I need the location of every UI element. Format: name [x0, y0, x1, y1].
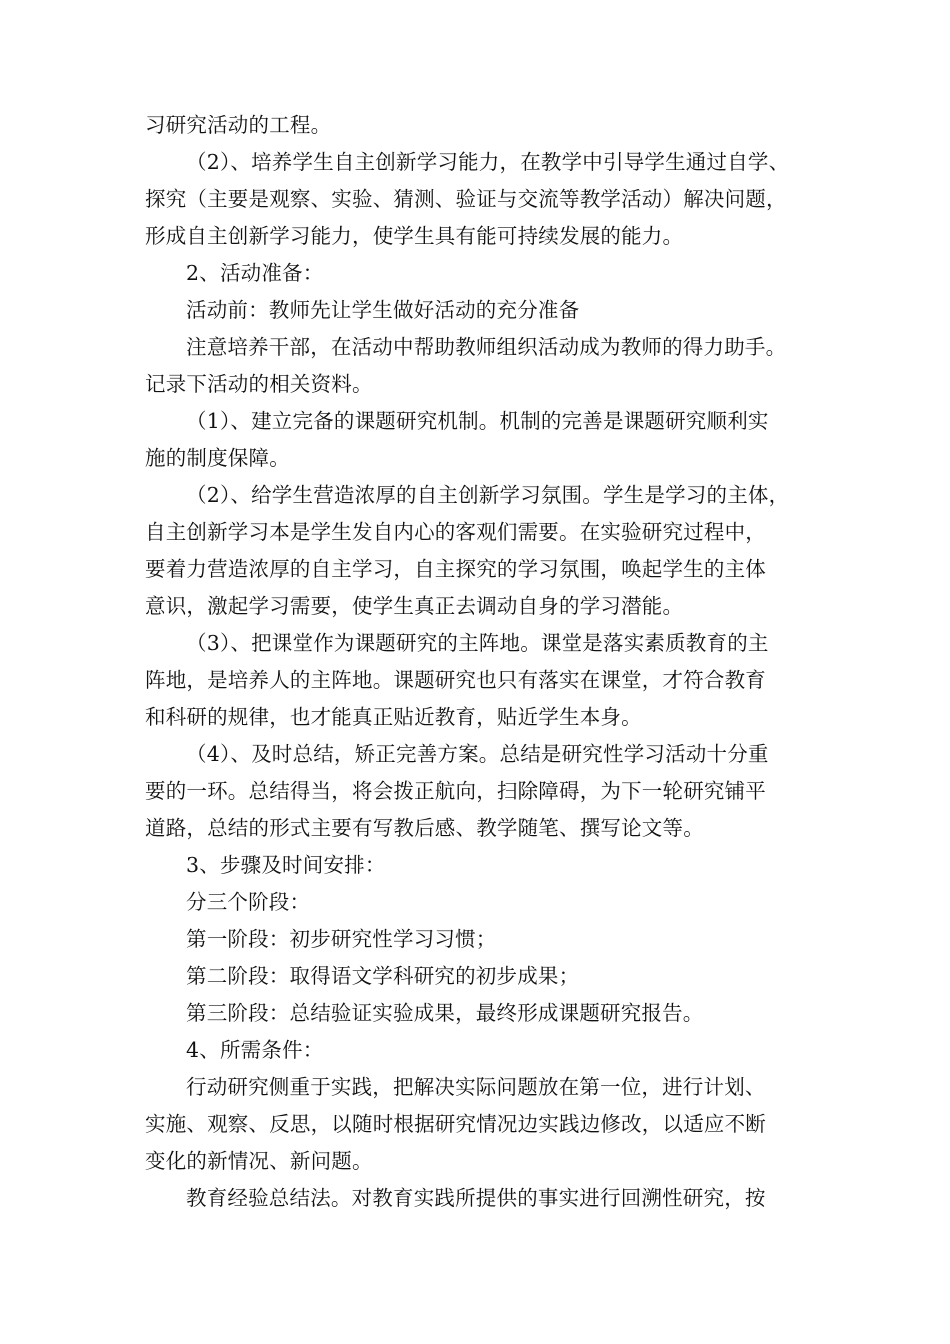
- paragraph: [145, 1180, 815, 1217]
- paragraph: [145, 736, 815, 847]
- text-line: 习研究活动的工程。: [145, 113, 332, 137]
- text-line: （1）、建立完备的课题研究机制。机制的完善是课题研究顺利实: [186, 409, 769, 433]
- text-line: （2）、培养学生自主创新学习能力，在教学中引导学生通过自学、: [186, 150, 790, 174]
- text-line: （4）、及时总结，矫正完善方案。总结是研究性学习活动十分重: [186, 742, 769, 766]
- paragraph: [145, 884, 815, 921]
- text-line: 第三阶段：总结验证实验成果，最终形成课题研究报告。: [186, 1001, 704, 1025]
- paragraph: [145, 958, 815, 995]
- text-line: 行动研究侧重于实践，把解决实际问题放在第一位，进行计划、: [186, 1075, 766, 1099]
- paragraph: [145, 625, 815, 736]
- text-line: 道路，总结的形式主要有写教后感、教学随笔、撰写论文等。: [145, 816, 704, 840]
- paragraph: [145, 921, 815, 958]
- paragraph: [145, 255, 815, 292]
- paragraph: [145, 403, 815, 477]
- text-line: （3）、把课堂作为课题研究的主阵地。课堂是落实素质教育的主: [186, 631, 769, 655]
- text-line: 意识，激起学习需要，使学生真正去调动自身的学习潜能。: [145, 594, 684, 618]
- paragraph: [145, 144, 815, 255]
- text-line: 3、步骤及时间安排：: [186, 853, 386, 877]
- text-line: 施的制度保障。: [145, 446, 290, 470]
- paragraph: [145, 1069, 815, 1180]
- paragraph: [145, 847, 815, 884]
- text-line: 4、所需条件：: [186, 1038, 324, 1062]
- text-line: 第一阶段：初步研究性学习习惯；: [186, 927, 497, 951]
- document-body: [145, 107, 815, 1217]
- paragraph: [145, 995, 815, 1032]
- text-line: 记录下活动的相关资料。: [145, 372, 373, 396]
- text-line: 阵地，是培养人的主阵地。课题研究也只有落实在课堂，才符合教育: [145, 668, 766, 692]
- text-line: （2）、给学生营造浓厚的自主创新学习氛围。学生是学习的主体，: [186, 483, 790, 507]
- text-line: 探究（主要是观察、实验、猜测、验证与交流等教学活动）解决问题，: [145, 187, 787, 211]
- text-line: 实施、观察、反思，以随时根据研究情况边实践边修改，以适应不断: [145, 1112, 766, 1136]
- text-line: 2、活动准备：: [186, 261, 324, 285]
- text-line: 教育经验总结法。对教育实践所提供的事实进行回溯性研究，按: [186, 1186, 766, 1210]
- text-line: 自主创新学习本是学生发自内心的客观们需要。在实验研究过程中，: [145, 520, 766, 544]
- paragraph: [145, 477, 815, 625]
- text-line: 要的一环。总结得当，将会拨正航向，扫除障碍，为下一轮研究铺平: [145, 779, 766, 803]
- text-line: 形成自主创新学习能力，使学生具有能可持续发展的能力。: [145, 224, 684, 248]
- text-line: 第二阶段：取得语文学科研究的初步成果；: [186, 964, 580, 988]
- text-line: 注意培养干部，在活动中帮助教师组织活动成为教师的得力助手。: [186, 335, 787, 359]
- text-line: 要着力营造浓厚的自主学习，自主探究的学习氛围，唤起学生的主体: [145, 557, 766, 581]
- paragraph: [145, 329, 815, 403]
- text-line: 变化的新情况、新问题。: [145, 1149, 373, 1173]
- paragraph: [145, 107, 815, 144]
- text-line: 和科研的规律，也才能真正贴近教育，贴近学生本身。: [145, 705, 642, 729]
- paragraph: [145, 292, 815, 329]
- paragraph: [145, 1032, 815, 1069]
- text-line: 活动前：教师先让学生做好活动的充分准备: [186, 298, 580, 322]
- text-line: 分三个阶段：: [186, 890, 311, 914]
